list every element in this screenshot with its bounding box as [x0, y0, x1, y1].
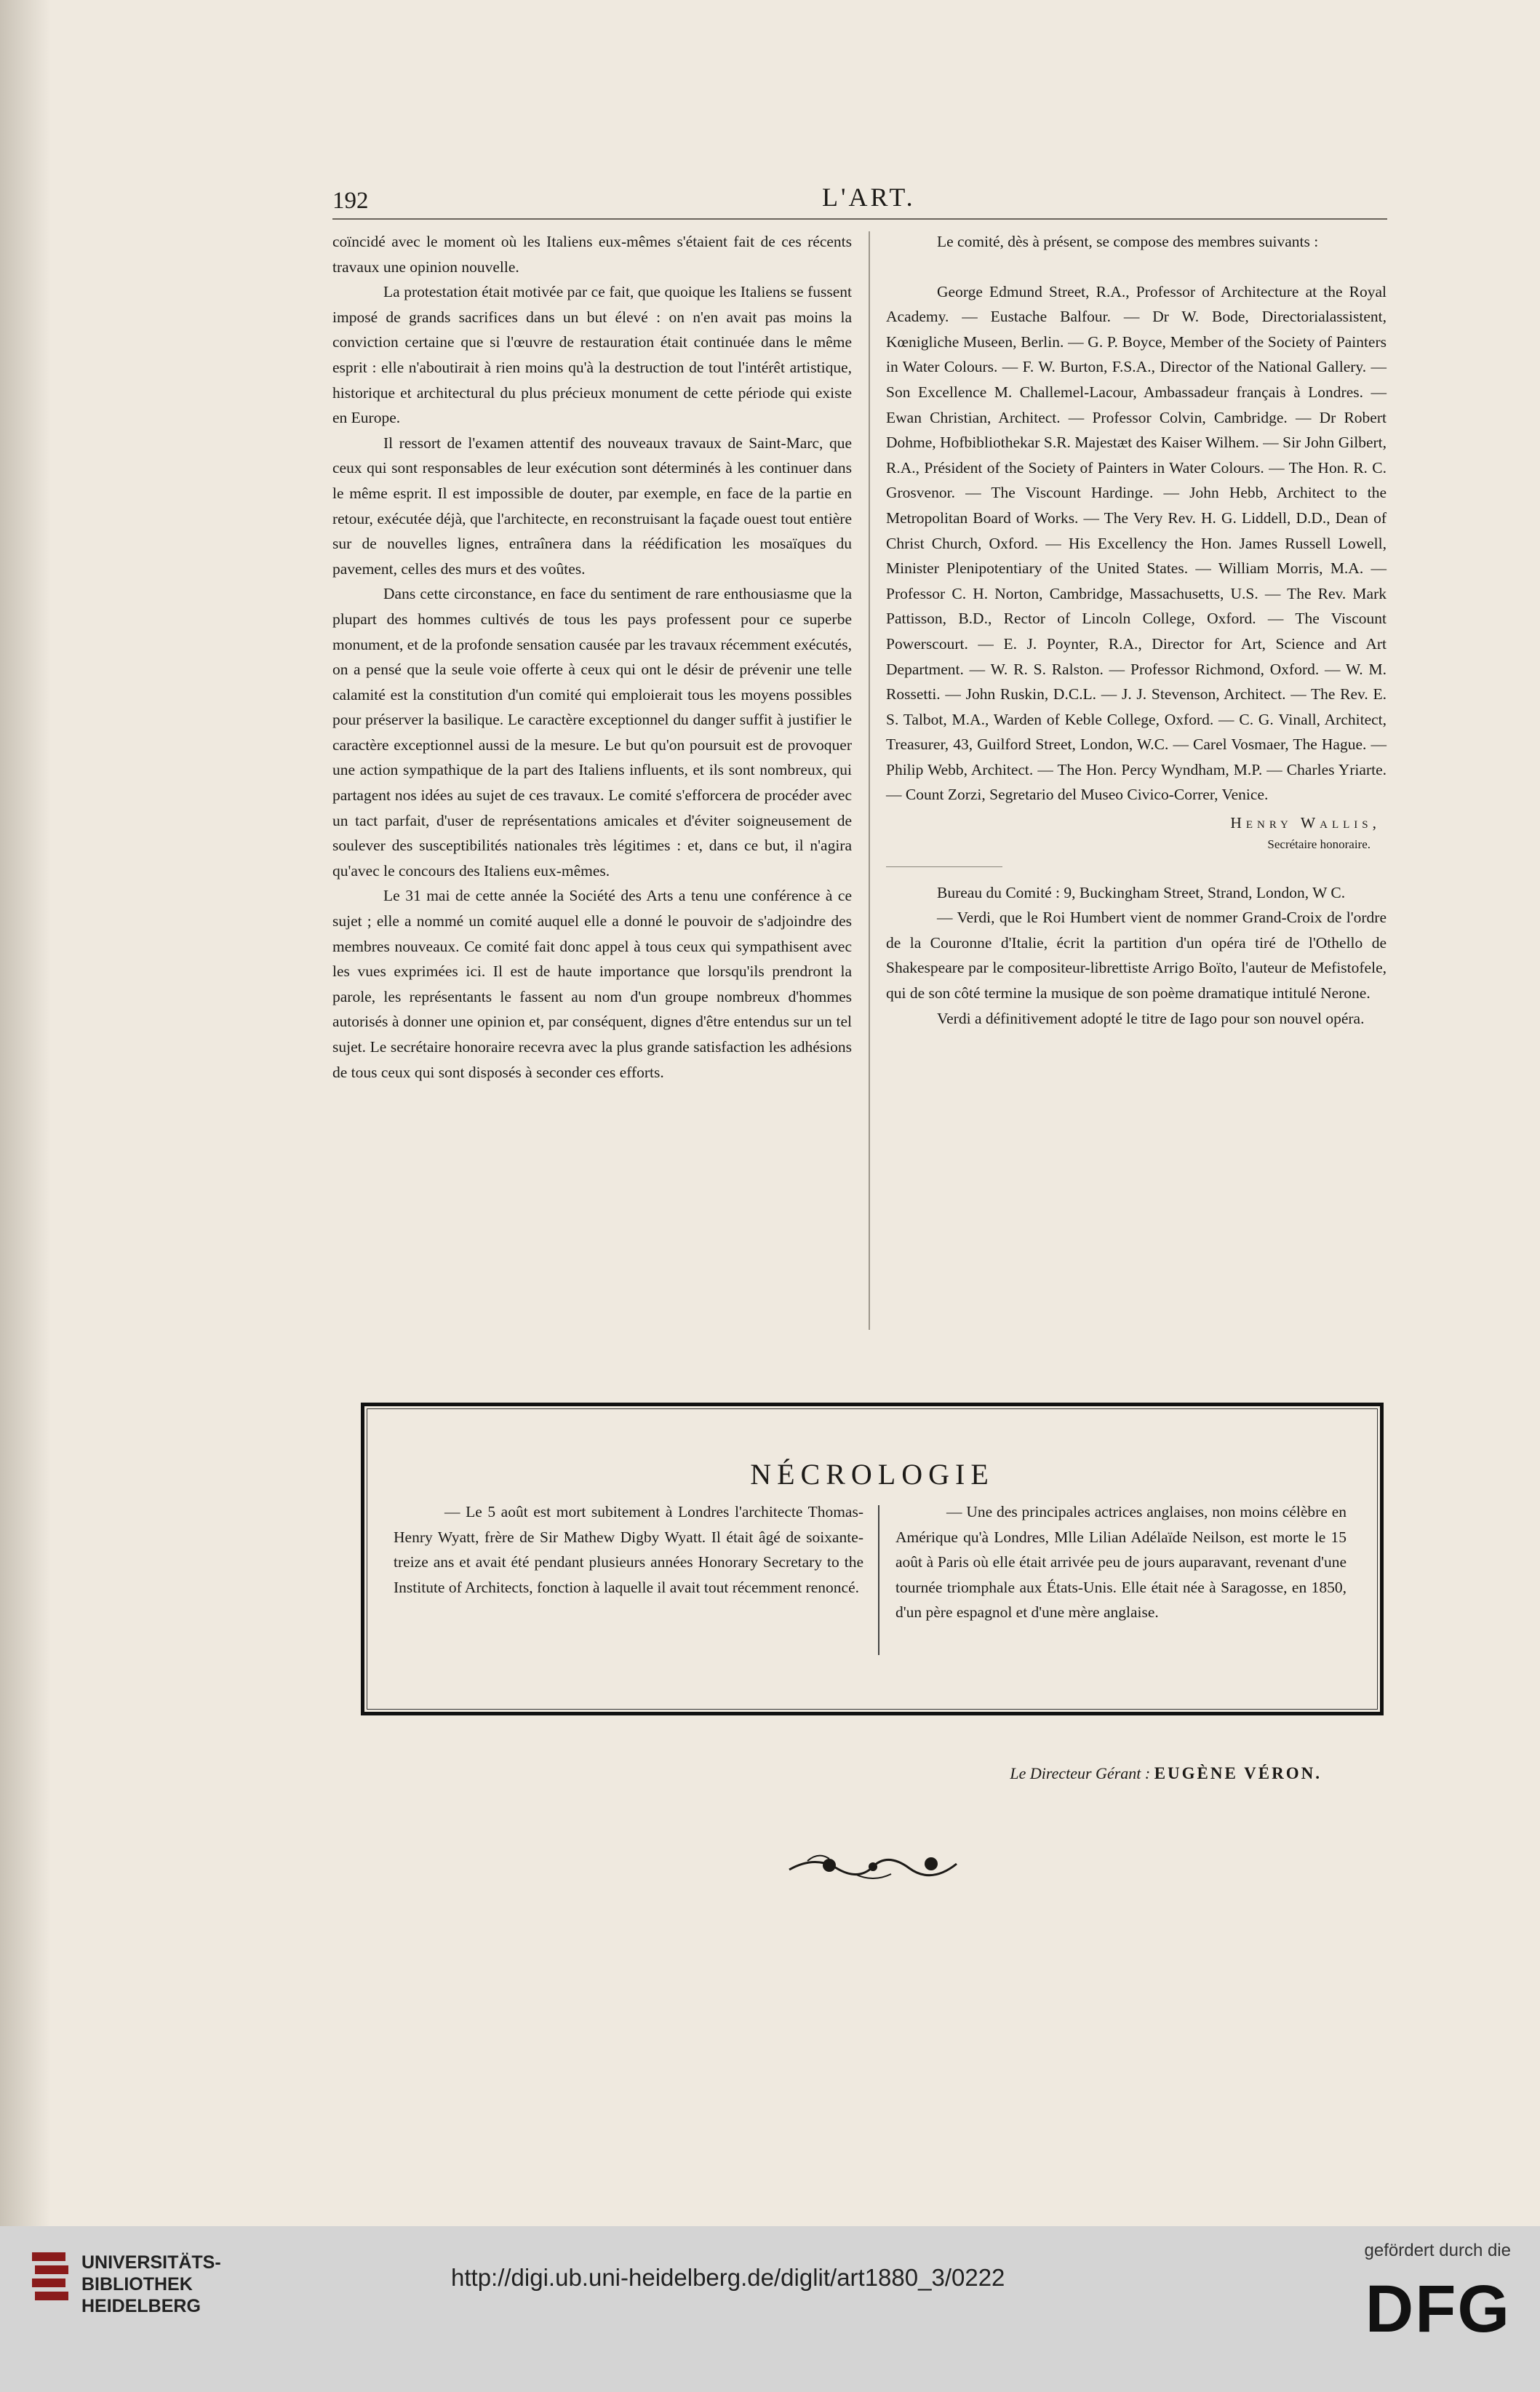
right-column [886, 229, 1387, 1031]
funding-note: gefördert durch die [1364, 2241, 1511, 2260]
paragraph: coïncidé avec le moment où les Italiens eux-mêmes s'étaient fait de ces récents travaux une opinion nouvelle. [332, 233, 852, 276]
dfg-logo: DFG [1365, 2272, 1511, 2346]
bureau-address: Bureau du Comité : 9, Buckingham Street, Strand, London, W C. [937, 883, 1346, 901]
paragraph: Le 31 mai de cette année la Société des Arts a tenu une conférence à ce sujet ; elle a nommé un comité auquel elle a donné le pouvoir de s'adjoindre des membres nouveaux. Ce comité fait donc appel à tous ceux qui sympathisent avec les vues exprimées ici. Il est de haute importance que lorsqu'ils prendront la parole, les représentants le fassent au nom d'un groupe nombreux d'hommes autorisés à donner une opinion et, par conséquent, dignes d'être entendus sur un tel sujet. Le secrétaire honoraire recevra avec la plus grande satisfaction les adhésions de tous ceux qui sont disposés à seconder ces efforts. [332, 887, 852, 1081]
permalink[interactable]: http://digi.ub.uni-heidelberg.de/diglit/art1880_3/0222 [451, 2264, 1005, 2291]
necrologie-box [361, 1403, 1384, 1715]
director-signature [1010, 1764, 1322, 1783]
running-title: L'ART. [822, 183, 916, 212]
book-stack-icon [29, 2248, 73, 2310]
secretary-name: Henry Wallis, [1230, 814, 1381, 832]
paragraph: Il ressort de l'examen attentif des nouveaux travaux de Saint-Marc, que ceux qui sont responsables de leur exécution sont déterminés à les continuer dans le même esprit. Il est impossible de douter, par exemple, en face de la partie en retour, exécutée déjà, que l'architecte, en reconstruisant la façade ouest tout entière sur de nouvelles lignes, entraînera dans la réédification les mosaïques du pavement, celles des murs et des voûtes. [332, 434, 852, 578]
committee-members: George Edmund Street, R.A., Professor of Architecture at the Royal Academy. — Eustache Balfour. — Dr W. Bode, Directorialassistent, Kœnigliche Museen, Berlin. — G. P. Boyce, Member of the Society of Painters in Water Colours. — F. W. Burton, F.S.A., Director of the National Gallery. — Son Excellence M. Challemel-Lacour, Ambassadeur français à Londres. — Ewan Christian, Architect. — Professor Colvin, Cambridge. — Dr Robert Dohme, Hofbibliothekar S.R. Majestæt des Kaiser Wilhem. — Sir John Gilbert, R.A., Président of the Society of Painters in Water Colours. — The Hon. R. C. Grosvenor. — The Viscount Hardinge. — John Hebb, Architect to the Metropolitan Board of Works. — The Very Rev. H. G. Liddell, D.D., Dean of Christ Church, Oxford. — His Excellency the Hon. James Russell Lowell, Minister Plenipotentiary of the United States. — William Morris, M.A. — Professor C. H. Norton, Cambridge, Massachusetts, U.S. — The Rev. Mark Pattisson, B.D., Rector of Lincoln College, Oxford. — The Viscount Powerscourt. — E. J. Poynter, R.A., Director for Art, Science and Art Department. — W. R. S. Ralston. — Professor Richmond, Oxford. — W. M. Rossetti. — John Ruskin, D.C.L. — J. J. Stevenson, Architect. — The Rev. E. S. Talbot, M.A., Warden of Keble College, Oxford. — C. G. Vinall, Architect, Treasurer, 43, Guilford Street, London, W.C. — Carel Vosmaer, The Hague. — Philip Webb, Architect. — The Hon. Percy Wyndham, M.P. — Charles Yriarte. — Count Zorzi, Segretario del Museo Civico-Correr, Venice. [886, 282, 1387, 804]
necrologie-right [895, 1499, 1346, 1625]
binding-shadow [0, 0, 51, 2226]
obituary-wyatt: — Le 5 août est mort subitement à Londres l'architecte Thomas-Henry Wyatt, frère de Sir Mathew Digby Wyatt. Il était âgé de soixante-treize ans et avait été pendant plusieurs années Honorary Secretary to the Institute of Architects, fonction à laquelle il avait tout récemment renoncé. [394, 1503, 863, 1596]
obituary-neilson: — Une des principales actrices anglaises, non moins célèbre en Amérique qu'à Londres, Mlle Lilian Adélaïde Neilson, est morte le 15 août à Paris où elle était arrivée peu de jours auparavant, revenant d'une tournée triomphale aux États-Unis. Elle était née à Saragosse, en 1850, d'un père espagnol et d'une mère anglaise. [895, 1503, 1346, 1622]
necrologie-left [394, 1499, 863, 1600]
section-rule [886, 866, 1002, 867]
paragraph: La protestation était motivée par ce fait, que quoique les Italiens se fussent imposé de grands sacrifices dans un but élevé : on n'en avait pas moins la conviction certaine que si l'œuvre de restauration était continuée dans le même esprit : elle n'aboutirait à rien moins qu'à la destruction de tout l'intérêt artistique, historique et architectural du plus précieux monument de cette période qui existe en Europe. [332, 283, 852, 427]
page-number: 192 [332, 188, 369, 214]
header-rule [332, 218, 1387, 220]
signature-label: Le Directeur Gérant : [1010, 1764, 1151, 1782]
library-name: UNIVERSITÄTS- BIBLIOTHEK HEIDELBERG [81, 2252, 221, 2316]
necrologie-divider [878, 1505, 879, 1655]
footer-bar [0, 2226, 1540, 2392]
committee-intro: Le comité, dès à présent, se compose des membres suivants : [937, 233, 1319, 250]
floral-vignette-icon [786, 1848, 960, 1888]
verdi-note: — Verdi, que le Roi Humbert vient de nommer Grand-Croix de l'ordre de la Couronne d'Italie, écrit la partition d'un opéra tiré de l'Othello de Shakespeare par le compositeur-librettiste Arrigo Boïto, l'auteur de Mefistofele, qui de son côté termine la musique de son poème dramatique intitulé Nerone. [886, 909, 1387, 1002]
paragraph: Dans cette circonstance, en face du sentiment de rare enthousiasme que la plupart des hommes cultivés de tous les pays professent pour ce superbe monument, et de la profonde sensation causée par les travaux récemment exécutés, on a pensé que la seule voie offerte à ceux qui ont le désir de prévenir une telle calamité est la constitution d'un comité qui emploierait tous les moyens possibles pour préserver la basilique. Le caractère exceptionnel du danger suffit à justifier le caractère exceptionnel aussi de la mesure. Le but qu'on poursuit est de provoquer une action sympathique de la part des Italiens influents, et ils sont nombreux, qui partagent nos idées au sujet de ces travaux. Le comité s'efforcera de procéder avec un tact parfait, d'user de représentations amicales et d'éviter soigneusement de soulever des susceptibilités nationales très légitimes : et, dans ce but, il n'agira qu'avec le concours des Italiens eux-mêmes. [332, 585, 852, 880]
left-column [332, 229, 852, 1085]
secretary-role: Secrétaire honoraire. [1267, 837, 1371, 851]
signature-name: EUGÈNE VÉRON. [1154, 1764, 1322, 1782]
column-divider [869, 231, 870, 1330]
necrologie-title: NÉCROLOGIE [750, 1458, 994, 1491]
verdi-note-2: Verdi a définitivement adopté le titre de Iago pour son nouvel opéra. [937, 1009, 1365, 1027]
